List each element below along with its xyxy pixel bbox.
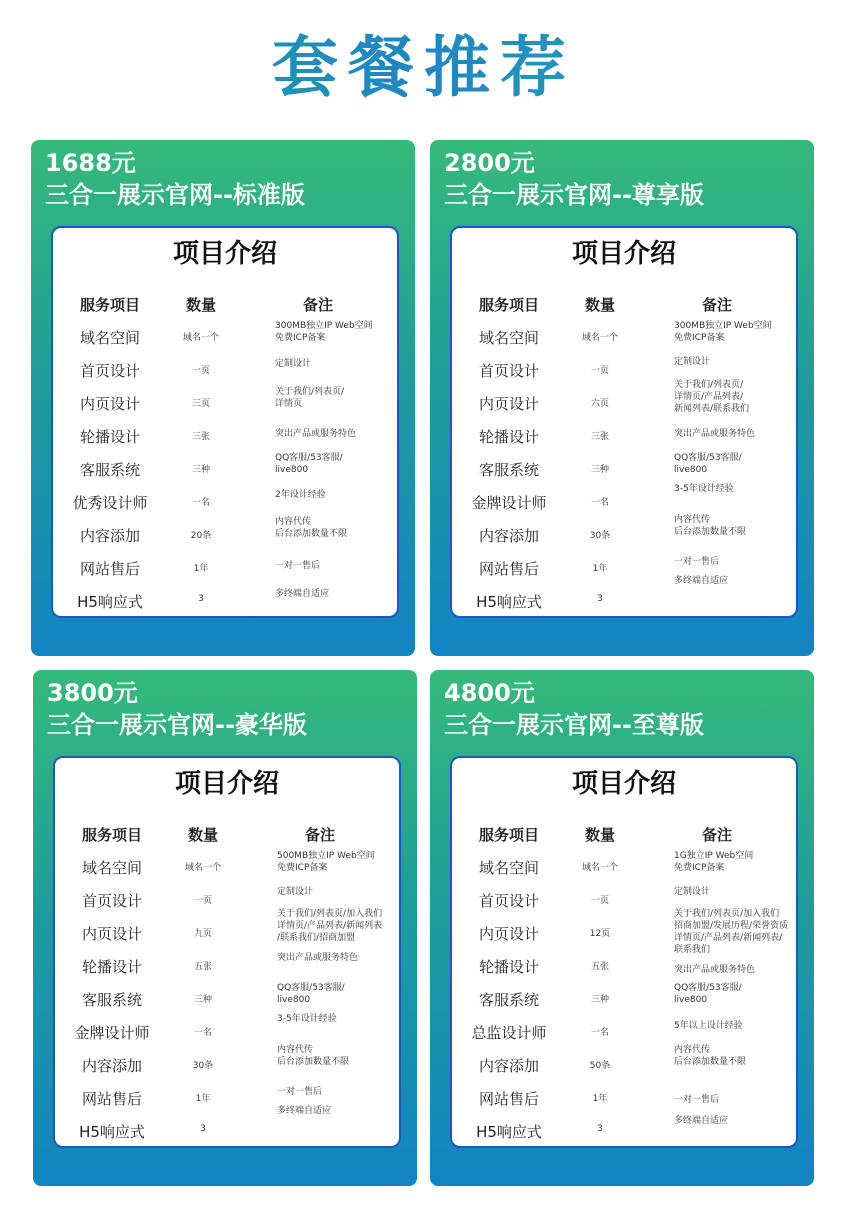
column-header-item: 服务项目 [478, 296, 539, 314]
service-qty: 六页 [590, 399, 609, 409]
table-row [452, 453, 796, 486]
service-note: QQ客服/53客服/ live800 [674, 983, 742, 1005]
table-row [55, 983, 399, 1016]
service-item: H5响应式 [476, 593, 542, 611]
service-item: 内容添加 [81, 1057, 142, 1075]
service-item: 域名空间 [478, 859, 539, 877]
service-item: 金牌设计师 [74, 1024, 150, 1042]
package-price: 4800元 [444, 679, 535, 707]
table-row [55, 1045, 399, 1082]
service-qty: 三张 [191, 432, 210, 442]
panel-title: 项目介绍 [174, 769, 279, 799]
service-item: 网站售后 [478, 1090, 539, 1108]
panel-title: 项目介绍 [571, 769, 676, 799]
service-note: 一对一售后 [277, 1087, 323, 1097]
package-price: 2800元 [444, 149, 535, 177]
service-item: 内页设计 [79, 395, 140, 413]
service-qty: 3 [597, 1124, 603, 1134]
service-item: 首页设计 [478, 892, 539, 910]
package-card [430, 140, 814, 656]
package-detail-panel [450, 756, 798, 1148]
service-item: 域名空间 [478, 329, 539, 347]
column-header-item: 服务项目 [478, 826, 539, 844]
package-detail-panel [51, 226, 399, 618]
service-note: 一对一售后 [275, 561, 321, 571]
service-note: 多终端自适应 [277, 1106, 332, 1116]
service-note: 定制设计 [674, 357, 711, 367]
service-item: 轮播设计 [81, 958, 142, 976]
service-note: 3-5年设计经验 [674, 484, 734, 494]
service-item: 内页设计 [478, 925, 539, 943]
package-card [430, 670, 814, 1186]
service-qty: 域名一个 [182, 333, 219, 343]
service-note: 定制设计 [277, 887, 314, 897]
column-header-note: 备注 [302, 296, 333, 314]
service-item: 轮播设计 [79, 428, 140, 446]
service-item: 网站售后 [79, 560, 140, 578]
table-row [53, 420, 397, 453]
service-qty: 1年 [592, 564, 608, 574]
service-qty: 1年 [193, 564, 209, 574]
service-qty: 三种 [590, 465, 609, 475]
service-qty: 五张 [193, 962, 212, 972]
service-note: 多终端自适应 [674, 1116, 729, 1126]
service-qty: 30条 [589, 531, 611, 541]
service-item: 金牌设计师 [471, 494, 547, 512]
service-qty: 3 [198, 594, 204, 604]
service-item: 首页设计 [81, 892, 142, 910]
package-detail-panel [53, 756, 401, 1148]
service-qty: 五张 [590, 962, 609, 972]
service-qty: 三种 [590, 995, 609, 1005]
table-row [53, 387, 397, 420]
table-row [452, 851, 796, 884]
table-row [55, 909, 399, 950]
service-item: 轮播设计 [478, 958, 539, 976]
package-card [31, 140, 415, 656]
service-note: 关于我们/列表页/ 详情页 [275, 387, 345, 409]
package-price: 3800元 [47, 679, 138, 707]
service-qty: 3 [597, 594, 603, 604]
service-note: 300MB独立IP Web空间 免费ICP备案 [674, 321, 772, 343]
column-header-qty: 数量 [187, 826, 218, 844]
service-qty: 1年 [195, 1094, 211, 1104]
package-name: 三合一展示官网--尊享版 [444, 181, 704, 209]
service-item: 轮播设计 [478, 428, 539, 446]
service-note: 关于我们/列表页/ 详情页/产品列表/ 新闻列表/联系我们 [674, 380, 750, 414]
service-note: 内容代传 后台添加数量不限 [674, 515, 747, 537]
table-row [452, 1045, 796, 1082]
service-note: 突出产品或服务特色 [674, 965, 756, 975]
service-item: 客服系统 [79, 461, 140, 479]
panel-title: 项目介绍 [172, 239, 277, 269]
table-row [452, 576, 796, 618]
package-detail-panel [450, 226, 798, 618]
service-item: 内页设计 [478, 395, 539, 413]
package-name: 三合一展示官网--标准版 [45, 181, 305, 209]
service-item: 域名空间 [81, 859, 142, 877]
service-qty: 30条 [192, 1061, 214, 1071]
service-qty: 一页 [191, 366, 210, 376]
service-item: 优秀设计师 [72, 494, 148, 512]
service-note: QQ客服/53客服/ live800 [275, 453, 343, 475]
service-note: 内容代传 后台添加数量不限 [277, 1045, 350, 1067]
column-header-note: 备注 [701, 296, 732, 314]
service-qty: 12页 [589, 929, 611, 939]
table-row [53, 354, 397, 387]
service-item: 客服系统 [81, 991, 142, 1009]
service-qty: 三页 [191, 399, 210, 409]
table-row [452, 515, 796, 552]
service-note: 突出产品或服务特色 [674, 429, 756, 439]
service-item: 内容添加 [478, 527, 539, 545]
service-qty: 3 [200, 1124, 206, 1134]
service-item: 内容添加 [79, 527, 140, 545]
service-note: 定制设计 [674, 887, 711, 897]
service-note: 500MB独立IP Web空间 免费ICP备案 [277, 851, 375, 873]
service-item: 首页设计 [478, 362, 539, 380]
table-row [53, 321, 397, 354]
column-header-qty: 数量 [185, 296, 216, 314]
table-row [55, 950, 399, 983]
service-qty: 一名 [193, 1028, 212, 1038]
column-header-item: 服务项目 [81, 826, 142, 844]
service-note: 定制设计 [275, 359, 312, 369]
package-card [33, 670, 417, 1186]
service-qty: 三张 [590, 432, 609, 442]
service-qty: 一页 [590, 366, 609, 376]
package-price: 1688元 [45, 149, 136, 177]
service-item: 客服系统 [478, 991, 539, 1009]
service-note: 多终端自适应 [275, 589, 330, 599]
service-note: 关于我们/列表页/加入我们 详情页/产品列表/新闻列表 /联系我们/招商加盟 [277, 909, 383, 943]
package-name: 三合一展示官网--豪华版 [47, 711, 307, 739]
service-note: 一对一售后 [674, 1095, 720, 1105]
table-row [452, 950, 796, 983]
service-qty: 一页 [193, 896, 212, 906]
service-note: 内容代传 后台添加数量不限 [674, 1045, 747, 1067]
table-row [452, 1115, 796, 1148]
service-item: 内容添加 [478, 1057, 539, 1075]
service-item: H5响应式 [79, 1123, 145, 1141]
service-note: 关于我们/列表页/加入我们 招商加盟/发展历程/荣誉资质 详情页/产品列表/新闻列表/ 联系我们 [674, 909, 789, 955]
column-header-qty: 数量 [584, 296, 615, 314]
service-note: 多终端自适应 [674, 576, 729, 586]
table-row [55, 851, 399, 884]
service-note: 3-5年设计经验 [277, 1014, 337, 1024]
service-item: 总监设计师 [471, 1024, 547, 1042]
table-row [452, 909, 796, 955]
table-row [452, 983, 796, 1016]
service-item: 域名空间 [79, 329, 140, 347]
table-row [55, 1106, 399, 1148]
service-item: 网站售后 [478, 560, 539, 578]
service-note: 突出产品或服务特色 [275, 429, 357, 439]
service-item: H5响应式 [77, 593, 143, 611]
table-row [452, 420, 796, 453]
service-note: QQ客服/53客服/ live800 [277, 983, 345, 1005]
table-row [53, 585, 397, 618]
service-qty: 九页 [193, 929, 212, 939]
panel-title: 项目介绍 [571, 239, 676, 269]
service-qty: 三种 [193, 995, 212, 1005]
service-note: 一对一售后 [674, 557, 720, 567]
service-item: H5响应式 [476, 1123, 542, 1141]
service-qty: 一名 [590, 498, 609, 508]
column-header-item: 服务项目 [79, 296, 140, 314]
table-row [452, 321, 796, 354]
service-note: 突出产品或服务特色 [277, 953, 359, 963]
service-note: 2年设计经验 [275, 490, 326, 500]
service-note: 内容代传 后台添加数量不限 [275, 517, 348, 539]
service-qty: 一页 [590, 896, 609, 906]
table-row [53, 453, 397, 486]
service-note: 1G独立IP Web空间 免费ICP备案 [674, 851, 754, 873]
column-header-note: 备注 [304, 826, 335, 844]
service-qty: 1年 [592, 1094, 608, 1104]
page-title: 套餐推荐 [0, 28, 848, 108]
column-header-note: 备注 [701, 826, 732, 844]
service-item: 首页设计 [79, 362, 140, 380]
table-row [452, 1082, 796, 1115]
service-note: QQ客服/53客服/ live800 [674, 453, 742, 475]
service-qty: 50条 [589, 1061, 611, 1071]
service-qty: 20条 [190, 531, 212, 541]
service-note: 5年以上设计经验 [674, 1021, 743, 1031]
column-header-qty: 数量 [584, 826, 615, 844]
service-item: 网站售后 [81, 1090, 142, 1108]
service-qty: 域名一个 [581, 863, 618, 873]
service-item: 内页设计 [81, 925, 142, 943]
service-qty: 一名 [590, 1028, 609, 1038]
service-qty: 域名一个 [184, 863, 221, 873]
service-note: 300MB独立IP Web空间 免费ICP备案 [275, 321, 373, 343]
service-item: 客服系统 [478, 461, 539, 479]
service-qty: 一名 [191, 498, 210, 508]
table-row [53, 486, 397, 519]
table-row [53, 519, 397, 552]
table-row [53, 552, 397, 585]
service-qty: 域名一个 [581, 333, 618, 343]
package-name: 三合一展示官网--至尊版 [444, 711, 704, 739]
service-qty: 三种 [191, 465, 210, 475]
table-row [452, 380, 796, 420]
